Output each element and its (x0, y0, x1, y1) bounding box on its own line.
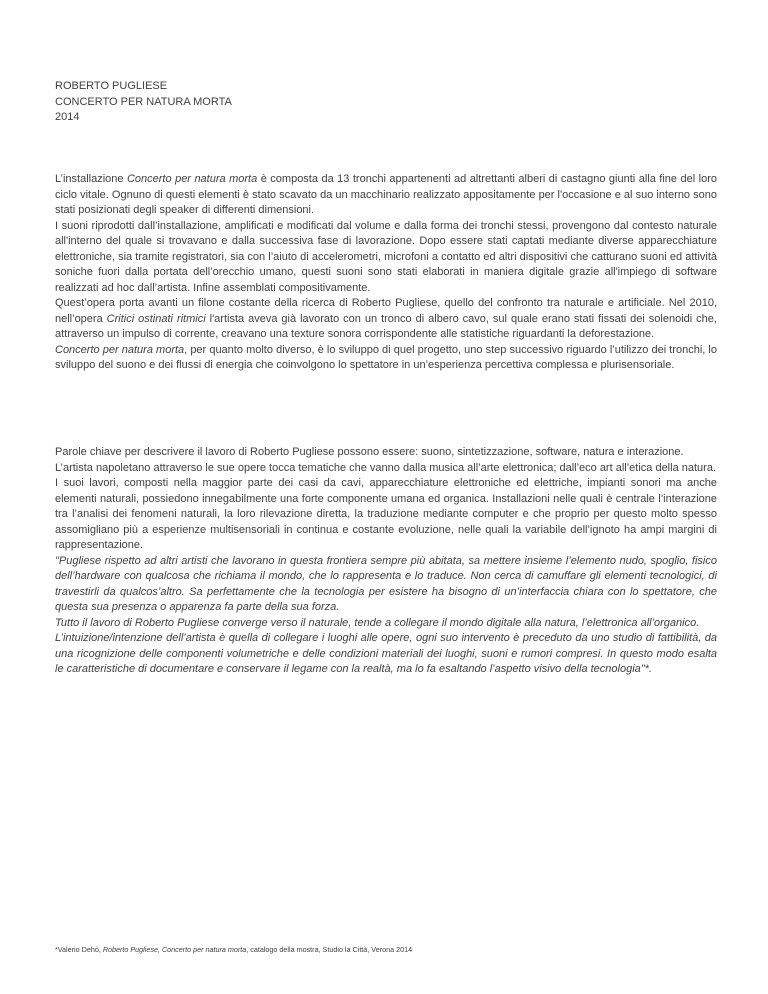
footnote-citation-title: Roberto Pugliese, Concerto per natura morta (102, 945, 247, 954)
paragraph: I suoni riprodotti dall’installazione, amplificati e modificati dal volume e dalla forma dei tronchi stessi, provengono dal contesto naturale all'interno del quale si trovavano e dalla successiva fase di lavorazione. Dopo essere stati captati mediante diverse apparecchiature elettroniche, sia tramite registratori, sia con l’aiuto di accelerometri, microfoni a contatto ed altri dispositivi che catturano suoni ed attività soniche fuori dalla portata dell’orecchio umano, questi suoni sono stati elaborati in maniera digitale grazie all'impiego di software realizzati ad hoc dall’artista. Infine assemblati compositivamente. (55, 219, 717, 294)
paragraph: L’installazione Concerto per natura morta è composta da 13 tronchi appartenenti ad altrettanti alberi di castagno giunti alla fine del loro ciclo vitale. Ognuno di questi elementi è stato scavato da un macchinario realizzato appositamente per l'occasione e al suo interno sono stati posizionati degli speaker di differenti dimensioni. (55, 173, 717, 216)
paragraph: Parole chiave per descrivere il lavoro di Roberto Pugliese possono essere: suono, sintetizzazione, software, natura e interazione. (55, 446, 684, 458)
footnote: *Valerio Dehò, Roberto Pugliese, Concerto per natura morta, catalogo della mostra, Studio la Città, Verona 2014 (55, 945, 413, 954)
quote-paragraph: "Pugliese rispetto ad altri artisti che lavorano in questa frontiera sempre più abitata, sa mettere insieme l’elemento nudo, spoglio, fisico dell’hardware con qualcosa che richiama il mondo, che lo rappresenta e lo traduce. Non cerca di camuffare gli elementi tecnologici, di travestirli da qualcos’altro. Sa perfettamente che la tecnologia per esistere ha bisogno di un’interfaccia chiara con lo spettatore, che questa sua presenza o apparenza fa parte della sua forza. (55, 554, 717, 613)
paragraph: I suoi lavori, composti nella maggior parte dei casi da cavi, apparecchiature elettroniche ed elettriche, impianti sonori ma anche elementi naturali, possiedono innegabilmente una forte componente umana ed organica. Installazioni nelle quali è centrale l’interazione tra l’analisi dei fenomeni naturali, la loro rilevazione diretta, la traduzione mediante computer e che proprio per questo molto spesso assomigliano più a esperienze multisensoriali in continua e costante evoluzione, nelle quali la variabile dell’ignoto ha ampi margini di rappresentazione. (55, 477, 717, 551)
artwork-title-italic: Critici ostinati ritmici (106, 312, 206, 325)
paragraph: Concerto per natura morta, per quanto molto diverso, è lo sviluppo di quel progetto, uno step successivo riguardo l’utilizzo dei tronchi, lo sviluppo del suono e dei flussi di energia che coinvolgono lo spettatore in un’esperienza percettiva complessa e plurisensoriale. (55, 343, 717, 371)
artist-description (55, 445, 717, 678)
artist-name: ROBERTO PUGLIESE (55, 80, 168, 92)
artwork-title-italic: Concerto per natura morta (126, 173, 258, 185)
quote-paragraph: L’intuizione/intenzione dell’artista è quella di collegare i luoghi alle opere, ogni suo intervento è preceduto da uno studio di fattibilità, da una ricognizione delle componenti volumetriche e delle condizioni materiali dei luoghi, suoni e rumori compresi. In questo modo esalta le caratteristiche di documentare e conservare il legame con la realtà, ma lo fa esaltando l’aspetto visivo della tecnologia"*. (55, 632, 717, 675)
artwork-title: CONCERTO PER NATURA MORTA (55, 95, 232, 108)
document-page (55, 0, 717, 994)
paragraph: L’artista napoletano attraverso le sue opere tocca tematiche che vanno dalla musica all’arte elettronica; dall’eco art all’etica della natura. (55, 461, 716, 474)
artwork-year: 2014 (55, 111, 80, 123)
quote-paragraph: Tutto il lavoro di Roberto Pugliese converge verso il naturale, tende a collegare il mondo digitale alla natura, l’elettronica all’organico. (55, 616, 700, 629)
paragraph: Quest’opera porta avanti un filone costante della ricerca di Roberto Pugliese, quello del confronto tra naturale e artificiale. Nel 2010, nell’opera Critici ostinati ritmici l'artista aveva già lavorato con un tronco di albero cavo, sul quale erano stati fissati dei solenoidi che, attraverso un impulso di corrente, creavano una texture sonora corrispondente alle statistiche riguardanti la deforestazione. (55, 297, 717, 340)
installation-description (55, 172, 717, 374)
document-header (55, 79, 232, 126)
artwork-title-italic: Concerto per natura morta (55, 343, 185, 356)
